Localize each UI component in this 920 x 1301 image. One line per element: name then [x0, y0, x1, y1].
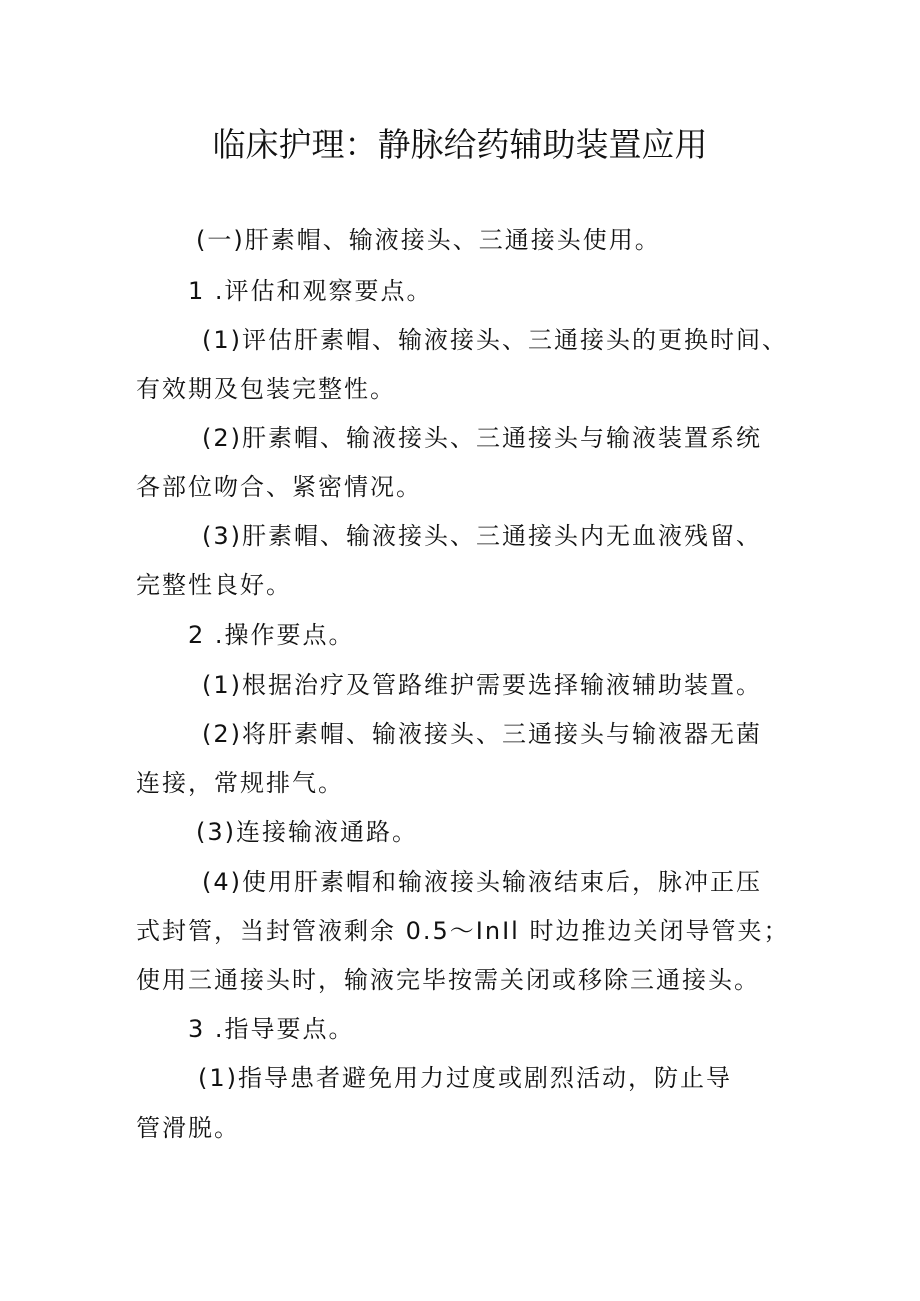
document-title: 临床护理：静脉给药辅助装置应用: [212, 125, 708, 164]
paragraph-line: 完整性良好。: [136, 571, 292, 599]
paragraph-line: 连接，常规排气。: [136, 769, 344, 797]
paragraph-line: 使用三通接头时，输液完毕按需关闭或移除三通接头。: [136, 966, 760, 994]
paragraph-line: 有效期及包装完整性。: [136, 375, 396, 403]
paragraph-line: (4)使用肝素帽和输液接头输液结束后，脉冲正压: [202, 868, 762, 896]
paragraph-line: (3)肝素帽、输液接头、三通接头内无血液残留、: [202, 522, 762, 550]
paragraph-line: (1)评估肝素帽、输液接头、三通接头的更换时间、: [202, 326, 788, 354]
paragraph-line: (1)指导患者避免用力过度或剧烈活动，防止导: [198, 1064, 732, 1092]
paragraph-line: (2)肝素帽、输液接头、三通接头与输液装置系统: [202, 424, 762, 452]
section-heading: (一)肝素帽、输液接头、三通接头使用。: [196, 226, 661, 254]
paragraph-line: 各部位吻合、紧密情况。: [136, 473, 422, 501]
subsection-heading: 3 .指导要点。: [188, 1015, 355, 1043]
subsection-heading: 1 .评估和观察要点。: [188, 277, 433, 305]
paragraph-line: 式封管，当封管液剩余 0.5〜InIl 时边推边关闭导管夹；: [136, 917, 790, 945]
paragraph-line: 管滑脱。: [136, 1114, 240, 1142]
paragraph-line: (3)连接输液通路。: [196, 818, 418, 846]
paragraph-line: (2)将肝素帽、输液接头、三通接头与输液器无菌: [202, 720, 762, 748]
subsection-heading: 2 .操作要点。: [188, 621, 355, 649]
paragraph-line: (1)根据治疗及管路维护需要选择输液辅助装置。: [202, 671, 762, 699]
